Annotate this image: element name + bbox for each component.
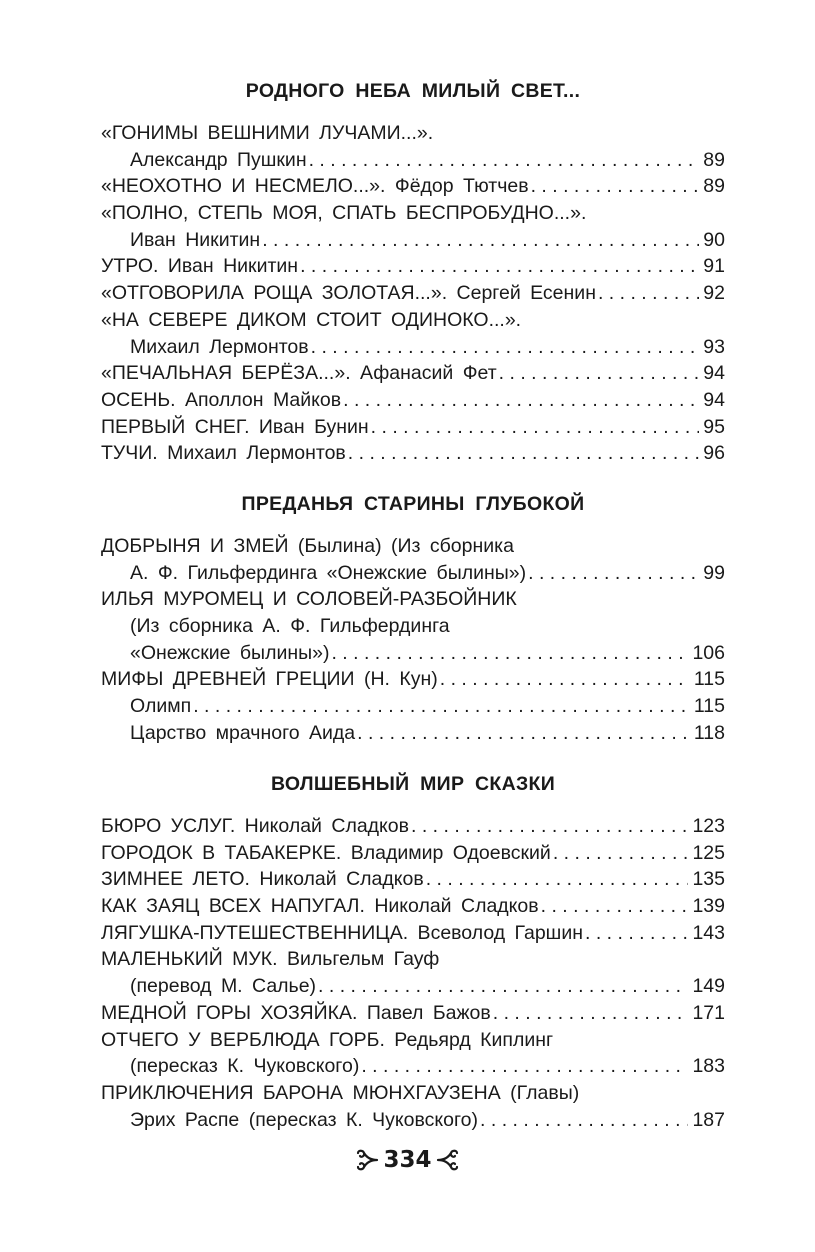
dot-leader bbox=[357, 720, 690, 747]
toc-entry bbox=[101, 360, 725, 387]
section-heading: ПРЕДАНЬЯ СТАРИНЫ ГЛУБОКОЙ bbox=[241, 493, 585, 515]
toc-entry bbox=[101, 120, 725, 147]
entry-page-number: 94 bbox=[703, 362, 725, 385]
toc-entry bbox=[101, 1000, 725, 1027]
entry-title: УТРО. Иван Никитин bbox=[101, 255, 299, 278]
entry-page-number: 171 bbox=[692, 1001, 725, 1024]
entry-page-number: 106 bbox=[692, 641, 725, 664]
entry-title: ОСЕНЬ. Аполлон Майков bbox=[101, 388, 342, 411]
section-entries bbox=[101, 813, 725, 1133]
dot-leader bbox=[585, 920, 688, 947]
entry-page-number: 94 bbox=[703, 388, 725, 411]
entry-page-number: 96 bbox=[703, 442, 725, 465]
toc-entry bbox=[101, 387, 725, 414]
toc-entry bbox=[101, 280, 725, 307]
toc-entry bbox=[101, 173, 725, 200]
toc-entry bbox=[101, 1080, 725, 1107]
entry-page-number: 115 bbox=[693, 668, 725, 691]
dot-leader bbox=[311, 334, 700, 361]
dot-leader bbox=[541, 893, 689, 920]
dot-leader bbox=[262, 227, 699, 254]
toc-entry bbox=[101, 1053, 725, 1080]
dot-leader bbox=[531, 173, 700, 200]
entry-title: «НЕОХОТНО И НЕСМЕЛО...». Фёдор Тютчев bbox=[101, 175, 529, 198]
entry-title: ПРИКЛЮЧЕНИЯ БАРОНА МЮНХГАУЗЕНА (Главы) bbox=[101, 1081, 580, 1104]
entry-page-number: 123 bbox=[692, 815, 725, 837]
entry-title: Иван Никитин bbox=[130, 228, 261, 251]
toc-entry bbox=[101, 414, 725, 441]
entry-page-number: 95 bbox=[703, 415, 725, 438]
dot-leader bbox=[440, 666, 690, 693]
entry-page-number: 149 bbox=[692, 975, 725, 998]
entry-page-number: 93 bbox=[703, 335, 725, 358]
entry-title: ПЕРВЫЙ СНЕГ. Иван Бунин bbox=[101, 415, 369, 438]
toc-section bbox=[101, 771, 725, 1133]
entry-page-number: 89 bbox=[703, 148, 725, 171]
entry-title: А. Ф. Гильфердинга «Онежские былины») bbox=[130, 561, 527, 584]
entry-title: (Из сборника А. Ф. Гильфердинга bbox=[130, 615, 450, 638]
entry-page-number: 143 bbox=[692, 921, 725, 944]
entry-title: Александр Пушкин bbox=[130, 148, 307, 171]
toc-entry bbox=[101, 973, 725, 1000]
entry-title: ДОБРЫНЯ И ЗМЕЙ (Былина) (Из сборника bbox=[101, 535, 514, 557]
dot-leader bbox=[343, 387, 699, 414]
dot-leader bbox=[553, 840, 689, 867]
entry-title: ИЛЬЯ МУРОМЕЦ И СОЛОВЕЙ-РАЗБОЙНИК bbox=[101, 588, 517, 611]
toc-entry bbox=[101, 227, 725, 254]
toc-entry bbox=[101, 560, 725, 587]
entry-page-number: 183 bbox=[692, 1055, 725, 1078]
entry-title: (перевод М. Салье) bbox=[130, 975, 317, 998]
entry-title: ЛЯГУШКА-ПУТЕШЕСТВЕННИЦА. Всеволод Гаршин bbox=[101, 921, 583, 944]
entry-title: «ПЕЧАЛЬНАЯ БЕРЁЗА...». Афанасий Фет bbox=[101, 362, 497, 385]
entry-title: МЕДНОЙ ГОРЫ ХОЗЯЙКА. Павел Бажов bbox=[101, 1001, 491, 1024]
section-entries bbox=[101, 533, 725, 747]
dot-leader bbox=[193, 693, 690, 720]
toc-section bbox=[101, 491, 725, 747]
entry-title: Царство мрачного Аида bbox=[130, 721, 356, 744]
toc-entry bbox=[101, 893, 725, 920]
entry-title: ГОРОДОК В ТАБАКЕРКЕ. Владимир Одоевский bbox=[101, 841, 551, 864]
toc-entry bbox=[101, 440, 725, 467]
dot-leader bbox=[331, 640, 688, 667]
page-number-ornament bbox=[355, 1147, 459, 1173]
dot-leader bbox=[371, 414, 700, 441]
entry-title: ОТЧЕГО У ВЕРБЛЮДА ГОРБ. Редьярд Киплинг bbox=[101, 1028, 554, 1051]
entry-title: «ОТГОВОРИЛА РОЩА ЗОЛОТАЯ...». Сергей Есенин bbox=[101, 282, 596, 305]
dot-leader bbox=[361, 1053, 688, 1080]
entry-title: «Онежские былины») bbox=[130, 641, 330, 664]
dot-leader bbox=[411, 813, 688, 840]
entry-page-number: 91 bbox=[703, 255, 725, 278]
entry-page-number: 125 bbox=[692, 841, 725, 864]
toc-entry bbox=[101, 200, 725, 227]
section-heading: РОДНОГО НЕБА МИЛЫЙ СВЕТ... bbox=[245, 80, 581, 102]
toc-entry bbox=[101, 613, 725, 640]
entry-title: «НА СЕВЕРЕ ДИКОМ СТОИТ ОДИНОКО...». bbox=[101, 308, 522, 331]
entry-title: МИФЫ ДРЕВНЕЙ ГРЕЦИИ (Н. Кун) bbox=[101, 668, 438, 691]
dot-leader bbox=[598, 280, 699, 307]
toc-entry bbox=[101, 920, 725, 947]
dot-leader bbox=[426, 866, 689, 893]
left-ornament-icon bbox=[355, 1148, 381, 1172]
entry-title: Михаил Лермонтов bbox=[130, 335, 309, 358]
entry-page-number: 139 bbox=[692, 895, 725, 918]
entry-title: ТУЧИ. Михаил Лермонтов bbox=[101, 442, 346, 465]
toc-entry bbox=[101, 840, 725, 867]
entry-page-number: 187 bbox=[692, 1108, 725, 1131]
toc-entry bbox=[101, 720, 725, 747]
entry-page-number: 92 bbox=[703, 282, 725, 305]
section-entries bbox=[101, 120, 725, 467]
dot-leader bbox=[493, 1000, 689, 1027]
entry-page-number: 118 bbox=[693, 721, 725, 744]
toc-entry bbox=[101, 533, 725, 560]
dot-leader bbox=[300, 253, 699, 280]
entry-title: МАЛЕНЬКИЙ МУК. Вильгельм Гауф bbox=[101, 948, 440, 971]
dot-leader bbox=[528, 560, 699, 587]
toc-entry bbox=[101, 334, 725, 361]
dot-leader bbox=[318, 973, 688, 1000]
entry-title: КАК ЗАЯЦ ВСЕХ НАПУГАЛ. Николай Сладков bbox=[101, 895, 539, 918]
entry-page-number: 90 bbox=[703, 228, 725, 251]
entry-title: Эрих Распе (пересказ К. Чуковского) bbox=[130, 1108, 479, 1131]
dot-leader bbox=[309, 147, 700, 174]
right-ornament-icon bbox=[434, 1148, 460, 1172]
dot-leader bbox=[499, 360, 700, 387]
toc-entry bbox=[101, 813, 725, 840]
toc-entry bbox=[101, 693, 725, 720]
entry-page-number: 89 bbox=[703, 175, 725, 198]
toc-entry bbox=[101, 1107, 725, 1134]
section-heading: ВОЛШЕБНЫЙ МИР СКАЗКИ bbox=[270, 773, 556, 795]
entry-title: Олимп bbox=[130, 695, 192, 718]
toc-entry bbox=[101, 666, 725, 693]
entry-page-number: 135 bbox=[692, 868, 725, 891]
entry-page-number: 99 bbox=[703, 561, 725, 584]
entry-title: БЮРО УСЛУГ. Николай Сладков bbox=[101, 815, 409, 837]
toc-section bbox=[101, 78, 725, 467]
toc-entry bbox=[101, 307, 725, 334]
dot-leader bbox=[480, 1107, 688, 1134]
page-number: 334 bbox=[383, 1147, 432, 1173]
toc-entry bbox=[101, 586, 725, 613]
toc-entry bbox=[101, 640, 725, 667]
entry-title: «ГОНИМЫ ВЕШНИМИ ЛУЧАМИ...». bbox=[101, 122, 434, 144]
toc-entry bbox=[101, 147, 725, 174]
page-footer bbox=[0, 1147, 815, 1177]
toc-entry bbox=[101, 1027, 725, 1054]
entry-title: ЗИМНЕЕ ЛЕТО. Николай Сладков bbox=[101, 868, 424, 891]
toc-entry bbox=[101, 946, 725, 973]
entry-title: «ПОЛНО, СТЕПЬ МОЯ, СПАТЬ БЕСПРОБУДНО...». bbox=[101, 202, 587, 225]
entry-page-number: 115 bbox=[693, 695, 725, 718]
entry-title: (пересказ К. Чуковского) bbox=[130, 1055, 360, 1078]
dot-leader bbox=[348, 440, 700, 467]
toc-entry bbox=[101, 253, 725, 280]
toc-entry bbox=[101, 866, 725, 893]
